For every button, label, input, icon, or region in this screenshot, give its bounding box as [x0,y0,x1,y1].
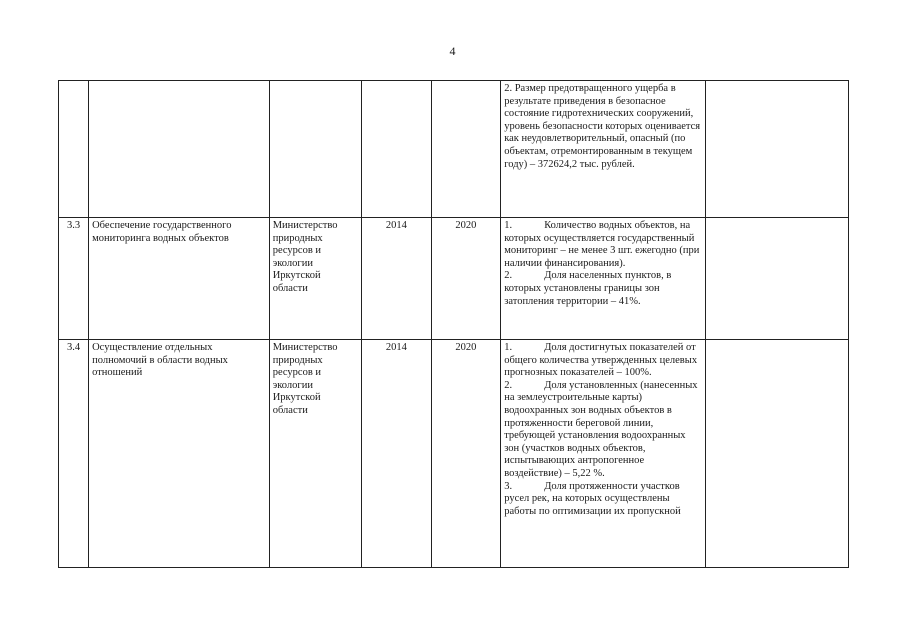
indicators-cell [501,340,706,568]
page-number: 4 [449,44,456,58]
executor: Министерство природных ресурсов и экологии Иркутской области [269,218,361,340]
empty-cell [705,218,848,340]
indicator-text: 2. Доля установленных (нанесенных на землеустроительные карты) водоохранных зон водных объектов в протяженности береговой линии, требующей установления водоохранных зон (участков водных объектов, испытывающих антропогенное воздействие) – 5,22 %. [504,379,698,479]
measure-name: Осуществление отдельных полномочий в области водных отношений [89,340,270,568]
year-start: 2014 [362,218,432,340]
table-row [59,218,849,340]
row-number: 3.3 [59,218,89,340]
table-row [59,81,849,218]
indicator-text: 2. Доля населенных пунктов, в которых установлены границы зон затопления территории – 41%. [504,270,672,307]
empty-cell [705,81,848,218]
year-end: 2020 [431,340,501,568]
year-end [431,81,501,218]
year-start: 2014 [362,340,432,568]
row-number [59,81,89,218]
year-end: 2020 [431,218,501,340]
row-number: 3.4 [59,340,89,568]
indicator-text: 2. Размер предотвращенного ущерба в результате приведения в безопасное состояние гидротехнических сооружений, уровень безопасности которых оценивается как неудовлетворительный, опасный (по объектам, отремонтированным в текущем году) – 372624,2 тыс. рублей. [504,83,701,170]
executor: Министерство природных ресурсов и экологии Иркутской области [269,340,361,568]
indicator-text: 1. Количество водных объектов, на которых осуществляется государственный мониторинг – не менее 3 шт. ежегодно (при наличии финансирования). [504,220,700,269]
program-table [58,80,849,568]
indicator-text: 1. Доля достигнутых показателей от общего количества утвержденных целевых прогнозных показателей – 100%. [504,342,698,379]
executor [269,81,361,218]
year-start [362,81,432,218]
empty-cell [705,340,848,568]
indicator-text: 3. Доля протяженности участков русел рек, на которых осуществлены работы по оптимизации их пропускной [504,480,681,517]
table-row [59,340,849,568]
indicators-cell [501,81,706,218]
measure-name [89,81,270,218]
measure-name: Обеспечение государственного мониторинга водных объектов [89,218,270,340]
indicators-cell [501,218,706,340]
